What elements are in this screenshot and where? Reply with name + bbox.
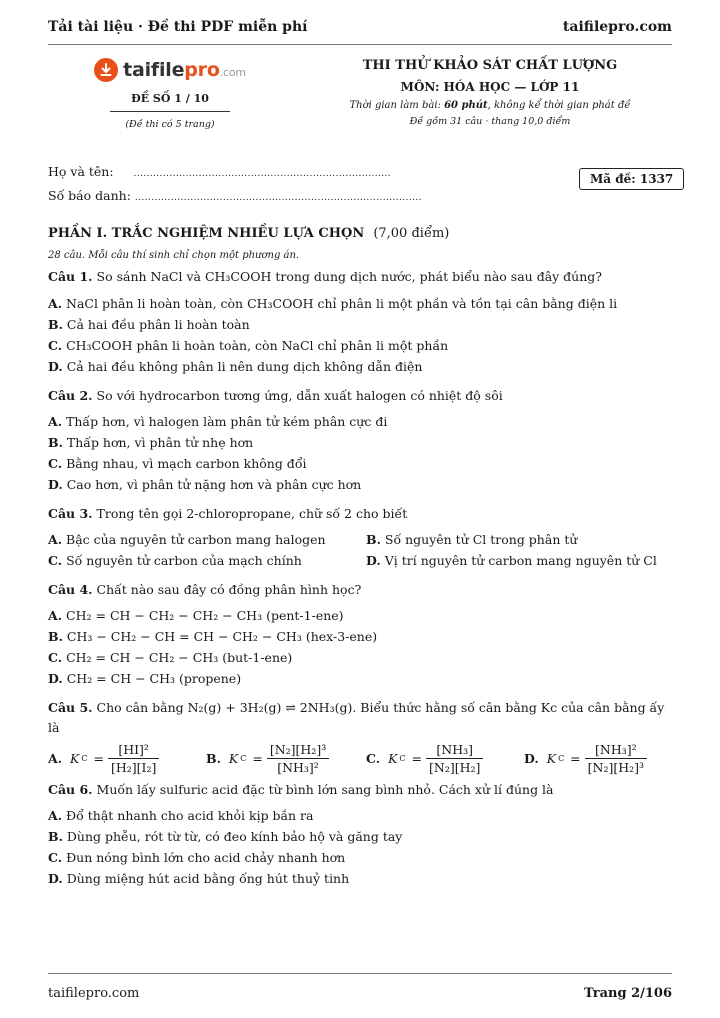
exam-content <box>48 226 678 889</box>
section-subtitle: 28 câu. Mỗi câu thí sinh chỉ chọn một phương án. <box>48 250 300 261</box>
option-a[interactable]: A. Bậc của nguyên tử carbon mang halogen <box>48 532 326 547</box>
student-name-row: Họ và tên: ............................................................................... <box>48 164 392 179</box>
option-c[interactable]: C. Số nguyên tử carbon của mạch chính <box>48 553 302 568</box>
exam-number: ĐỀ SỐ 1 / 10 <box>131 92 209 105</box>
option-c[interactable]: C. CH₂ = CH − CH₂ − CH₃ (but-1-ene) <box>48 650 293 665</box>
option-a[interactable]: A. Thấp hơn, vì halogen làm phân tử kém phân cực đi <box>48 414 388 429</box>
option-b[interactable]: B. Thấp hơn, vì phân tử nhẹ hơn <box>48 435 254 450</box>
option-b[interactable]: B. Số nguyên tử Cl trong phân tử <box>366 532 578 547</box>
option-d[interactable]: D. K C = $\frac{\text{[NH₃]²}}{\text{[N₂][H₂]³}}$ <box>524 741 678 776</box>
top-bar-right[interactable]: taifilepro.com <box>562 19 672 35</box>
exam-time: Thời gian làm bài: 60 phút, không kể thời gian phát đề <box>349 100 631 111</box>
logo <box>80 58 260 82</box>
question-3: Câu 3. Trong tên gọi 2-chloropropane, chữ số 2 cho biết A. Bậc của nguyên tử carbon mang halogen B. Số nguyên tử Cl trong phân tử C. Số nguyên tử carbon của mạch chính D. Vị trí nguyên tử carbon mang nguyên tử Cl <box>48 504 678 571</box>
section-title: PHẦN I. TRẮC NGHIỆM NHIỀU LỰA CHỌN (7,00 điểm) <box>48 226 450 241</box>
footer-site[interactable]: taifilepro.com <box>48 986 140 1001</box>
option-a[interactable]: A. Đổ thật nhanh cho acid khỏi kịp bắn ra <box>48 808 314 823</box>
option-d[interactable]: D. CH₂ = CH − CH₃ (propene) <box>48 671 242 686</box>
student-name-field[interactable]: ............................................................................... <box>133 169 392 179</box>
option-b[interactable]: B. CH₃ − CH₂ − CH = CH − CH₂ − CH₃ (hex-3-ene) <box>48 629 378 644</box>
footer-divider <box>48 973 672 974</box>
option-c[interactable]: C. Đun nóng bình lớn cho acid chảy nhanh hơn <box>48 850 346 865</box>
question-count: Đề gồm 31 câu · thang 10,0 điểm <box>409 116 571 127</box>
header-left <box>80 58 260 130</box>
option-d[interactable]: D. Cả hai đều không phân li nên dung dịch không dẫn điện <box>48 359 423 374</box>
student-info <box>48 161 422 209</box>
page-count: (Đề thi có 5 trang) <box>125 119 215 130</box>
option-b[interactable]: B. Cả hai đều phân li hoàn toàn <box>48 317 250 332</box>
option-c[interactable]: C. K C = $\frac{\text{[NH₃]}}{\text{[N₂][H₂]}}$ <box>366 741 524 776</box>
exam-code-badge: Mã đề: 1337 <box>579 168 684 190</box>
footer <box>48 986 672 1001</box>
top-bar <box>48 12 672 42</box>
logo-text: taifilepro.com <box>123 59 246 81</box>
top-bar-left: Tải tài liệu · Đề thi PDF miễn phí <box>48 19 308 35</box>
question-4: Câu 4. Chất nào sau đây có đồng phân hình học? A. CH₂ = CH − CH₂ − CH₂ − CH₃ (pent-1-ene) B. CH₃ − CH₂ − CH = CH − CH₂ − CH₃ (hex-3-ene) C. CH₂ = CH − CH₂ − CH₃ (but-1-ene) D. CH₂ = CH − CH₃ (propene) <box>48 580 678 689</box>
student-id-field[interactable]: ........................................................................................ <box>134 193 422 203</box>
page-number: Trang 2/106 <box>584 986 672 1001</box>
question-2: Câu 2. So với hydrocarbon tương ứng, dẫn xuất halogen có nhiệt độ sôi A. Thấp hơn, vì halogen làm phân tử kém phân cực đi B. Thấp hơn, vì phân tử nhẹ hơn C. Bằng nhau, vì mạch carbon không đổi D. Cao hơn, vì phân tử nặng hơn và phân cực hơn <box>48 386 678 495</box>
option-a[interactable]: A. CH₂ = CH − CH₂ − CH₂ − CH₃ (pent-1-ene) <box>48 608 344 623</box>
exam-subject: MÔN: HÓA HỌC — LỚP 11 <box>400 80 580 94</box>
header-right <box>300 58 680 127</box>
student-id-row: Số báo danh: ........................................................................................ <box>48 188 422 203</box>
question-1: Câu 1. So sánh NaCl và CH₃COOH trong dung dịch nước, phát biểu nào sau đây đúng? A. NaCl phân li hoàn toàn, còn CH₃COOH chỉ phân li một phần và tồn tại cân bằng điện li B. Cả hai đều phân li hoàn toàn C. CH₃COOH phân li hoàn toàn, còn NaCl chỉ phân li một phần D. Cả hai đều không phân li nên dung dịch không dẫn điện <box>48 267 678 377</box>
option-d[interactable]: D. Cao hơn, vì phân tử nặng hơn và phân cực hơn <box>48 477 362 492</box>
option-d[interactable]: D. Vị trí nguyên tử carbon mang nguyên tử Cl <box>366 553 657 568</box>
exam-title: THI THỬ KHẢO SÁT CHẤT LƯỢNG <box>362 58 618 73</box>
option-c[interactable]: C. CH₃COOH phân li hoàn toàn, còn NaCl chỉ phân li một phần <box>48 338 449 353</box>
exam-number-underline <box>110 111 230 112</box>
option-a[interactable]: A. K C = $\frac{\text{[HI]²}}{\text{[H₂][I₂]}}$ <box>48 741 206 776</box>
option-a[interactable]: A. NaCl phân li hoàn toàn, còn CH₃COOH chỉ phân li một phần và tồn tại cân bằng điện li <box>48 296 618 311</box>
download-icon <box>94 58 118 82</box>
option-d[interactable]: D. Dùng miệng hút acid bằng ống hút thuỷ tinh <box>48 871 350 886</box>
option-b[interactable]: B. Dùng phễu, rót từ từ, có đeo kính bảo hộ và găng tay <box>48 829 403 844</box>
option-c[interactable]: C. Bằng nhau, vì mạch carbon không đổi <box>48 456 307 471</box>
question-5: Câu 5. Cho cân bằng N₂(g) + 3H₂(g) ⇌ 2NH₃(g). Biểu thức hằng số cân bằng Kc của cân bằng ấy là A. K C = $\frac{\text{[HI]²}}{\text{[H₂][I₂]}}$ B. K C = $\frac{\text{[N₂][H₂]³}}{\text{[NH₃]²}}$ C. K C = $\frac{\text{[NH₃]}}{\text{[N₂][H₂]}}$ D. K C = $\frac{\text{[NH₃]²}}{\text{[N₂][H₂]³}}$ <box>48 698 678 776</box>
top-divider <box>48 44 672 45</box>
question-6: Câu 6. Muốn lấy sulfuric acid đặc từ bình lớn sang bình nhỏ. Cách xử lí đúng là A. Đổ thật nhanh cho acid khỏi kịp bắn ra B. Dùng phễu, rót từ từ, có đeo kính bảo hộ và găng tay C. Đun nóng bình lớn cho acid chảy nhanh hơn D. Dùng miệng hút acid bằng ống hút thuỷ tinh <box>48 780 678 889</box>
option-b[interactable]: B. K C = $\frac{\text{[N₂][H₂]³}}{\text{[NH₃]²}}$ <box>206 741 366 776</box>
